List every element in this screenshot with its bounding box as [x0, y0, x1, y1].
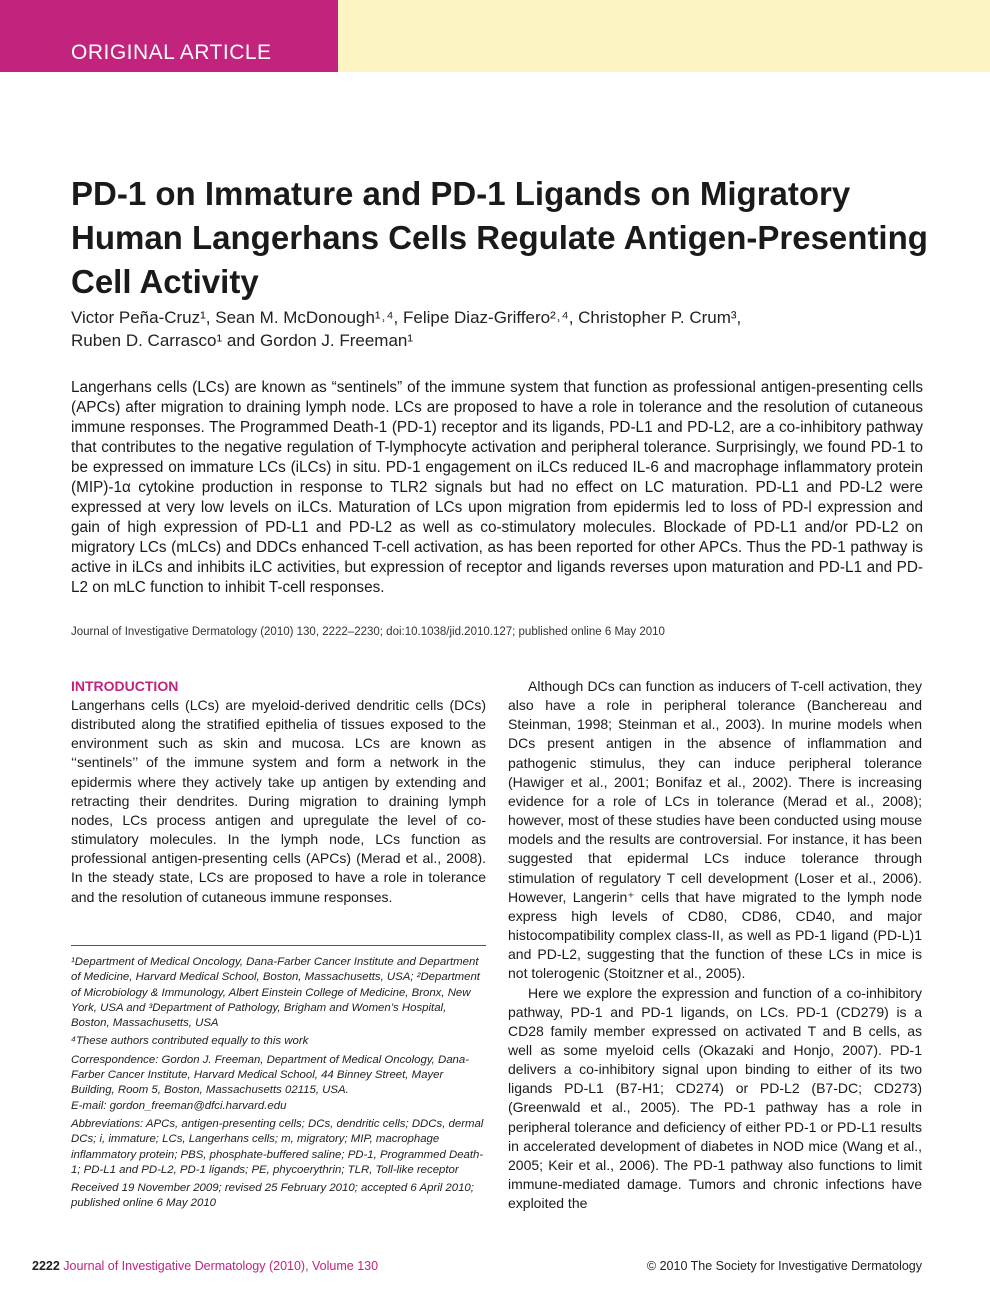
page-number: 2222	[32, 1259, 60, 1273]
page-footer	[32, 1259, 922, 1273]
introduction-heading: INTRODUCTION	[71, 678, 179, 694]
body-paragraph-2: Here we explore the expression and function of a co-inhibitory pathway, PD-1 and PD-1 ligands, on LCs. PD-1 (CD279) is a CD28 family member expressed on activated T and B cells, as well as some myeloid cells (Okazaki and Honjo, 2007). PD-1 delivers a co-inhibitory signal upon binding to either of its two ligands PD-L1 (B7-H1; CD274) or PD-L2 (B7-DC; CD273) (Greenwald et al., 2005). The PD-1 pathway has a role in peripheral tolerance and deficiency of either PD-1 or PD-L1 results in accelerated development of diabetes in NOD mice (Wang et al., 2005; Keir et al., 2006). The PD-1 pathway also functions to limit immune-mediated damage. Tumors and chronic infections have exploited the	[508, 984, 922, 1212]
author-list	[71, 306, 931, 352]
received-note: Received 19 November 2009; revised 25 February 2010; accepted 6 April 2010; published online 6 May 2010	[71, 1182, 474, 1210]
header-band	[338, 0, 990, 72]
article-title: PD-1 on Immature and PD-1 Ligands on Migratory Human Langerhans Cells Regulate Antigen-Presenting Cell Activity	[71, 175, 928, 300]
correspondence-note	[71, 1053, 486, 1114]
author-line-1: Victor Peña-Cruz¹, Sean M. McDonough¹˒⁴, Felipe Diaz-Griffero²˒⁴, Christopher P. Crum³,	[71, 308, 742, 327]
email-link[interactable]: E-mail: gordon_freeman@dfci.harvard.edu	[71, 1099, 287, 1112]
introduction-paragraph: Langerhans cells (LCs) are myeloid-derived dendritic cells (DCs) distributed along the stratified epithelia of tissues exposed to the environment such as skin and mucosa. LCs are known as ‘‘sentinels’’ of the immune system and form a network in the epidermis where they actively take up antigen by extending and retracting their dendrites. During migration to draining lymph nodes, LCs process antigen and upregulate the level of co-stimulatory molecules. In the lymph node, LCs function as professional antigen-presenting cells (APCs) (Merad et al., 2008). In the steady state, LCs are proposed to have a role in tolerance and the resolution of cutaneous immune responses.	[71, 697, 486, 905]
author-line-2: Ruben D. Carrasco¹ and Gordon J. Freeman¹	[71, 331, 414, 350]
right-column	[508, 677, 922, 1213]
equal-contribution-note: ⁴These authors contributed equally to this work	[71, 1035, 309, 1048]
journal-running-title: Journal of Investigative Dermatology (2010), Volume 130	[63, 1259, 379, 1273]
footnotes	[71, 955, 486, 1215]
citation-line: Journal of Investigative Dermatology (2010) 130, 2222–2230; doi:10.1038/jid.2010.127; published online 6 May 2010	[71, 626, 665, 638]
body-paragraph-1: Although DCs can function as inducers of T-cell activation, they also have a role in peripheral tolerance (Banchereau and Steinman, 1998; Steinman et al., 2003). In murine models when DCs present antigen in the absence of inflammation and pathogenic stimulus, they can induce peripheral tolerance (Hawiger et al., 2001; Bonifaz et al., 2002). There is increasing evidence for a role of LCs in tolerance (Merad et al., 2008); however, most of these studies have been conducted using mouse models and the results are controversial. For instance, it has been suggested that epidermal LCs induce tolerance through stimulation of regulatory T cell development (Loser et al., 2006). However, Langerin⁺ cells that have migrated to the lymph node express high levels of CD80, CD86, CD40, and major histocompatibility complex class-II, as well as PD-1 ligand (PD-L)1 and PD-L2, suggesting that the function of these LCs in mice is not tolerogenic (Stoitzner et al., 2005).	[508, 678, 922, 982]
abbreviations-note: Abbreviations: APCs, antigen-presenting cells; DCs, dendritic cells; DDCs, dermal DCs; i, immature; LCs, Langerhans cells; m, migratory; MIP, macrophage inflammatory protein; PBS, phosphate-buffered saline; PD-1, Programmed Death-1; PD-L1 and PD-L2, PD-1 ligands; PE, phycoerythrin; TLR, Toll-like receptor	[71, 1117, 484, 1176]
section-label: ORIGINAL ARTICLE	[71, 41, 272, 64]
affiliations-note: ¹Department of Medical Oncology, Dana-Farber Cancer Institute and Department of Medicine, Harvard Medical School, Boston, Massachusetts, USA; ²Department of Microbiology & Immunology, Albert Einstein College of Medicine, Bronx, New York, USA and ³Department of Pathology, Brigham and Women’s Hospital, Boston, Massachusetts, USA	[71, 956, 480, 1030]
copyright-notice: © 2010 The Society for Investigative Dermatology	[646, 1259, 922, 1273]
footnote-divider	[71, 945, 486, 946]
abstract: Langerhans cells (LCs) are known as “sentinels” of the immune system that function as professional antigen-presenting cells (APCs) after migration to draining lymph node. LCs are proposed to have a role in tolerance and the resolution of cutaneous immune responses. The Programmed Death-1 (PD-1) receptor and its ligands, PD-L1 and PD-L2, are a co-inhibitory pathway that contributes to the negative regulation of T-lymphocyte activation and peripheral tolerance. Surprisingly, we found PD-1 to be expressed on immature LCs (iLCs) in situ. PD-1 engagement on iLCs reduced IL-6 and macrophage inflammatory protein (MIP)-1α cytokine production in response to TLR2 signals but had no effect on LC maturation. PD-L1 and PD-L2 were expressed at very low levels on iLCs. Maturation of LCs upon migration from epidermis led to loss of PD-l expression and gain of high expression of PD-L1 and PD-L2 as well as co-stimulatory molecules. Blockade of PD-L1 and/or PD-L2 on migratory LCs (mLCs) and DDCs enhanced T-cell activation, as has been reported for other APCs. Thus the PD-1 pathway is active in iLCs and inhibits iLC activities, but expression of receptor and ligands reverses upon maturation and PD-L1 and PD-L2 on mLC function to inhibit T-cell responses.	[71, 379, 923, 596]
left-column	[71, 677, 486, 907]
correspondence-text: Correspondence: Gordon J. Freeman, Department of Medical Oncology, Dana-Farber Cancer Institute, Harvard Medical School, 44 Binney Street, Mayer Building, Room 5, Boston, Massachusetts 02115, USA.	[71, 1053, 470, 1097]
